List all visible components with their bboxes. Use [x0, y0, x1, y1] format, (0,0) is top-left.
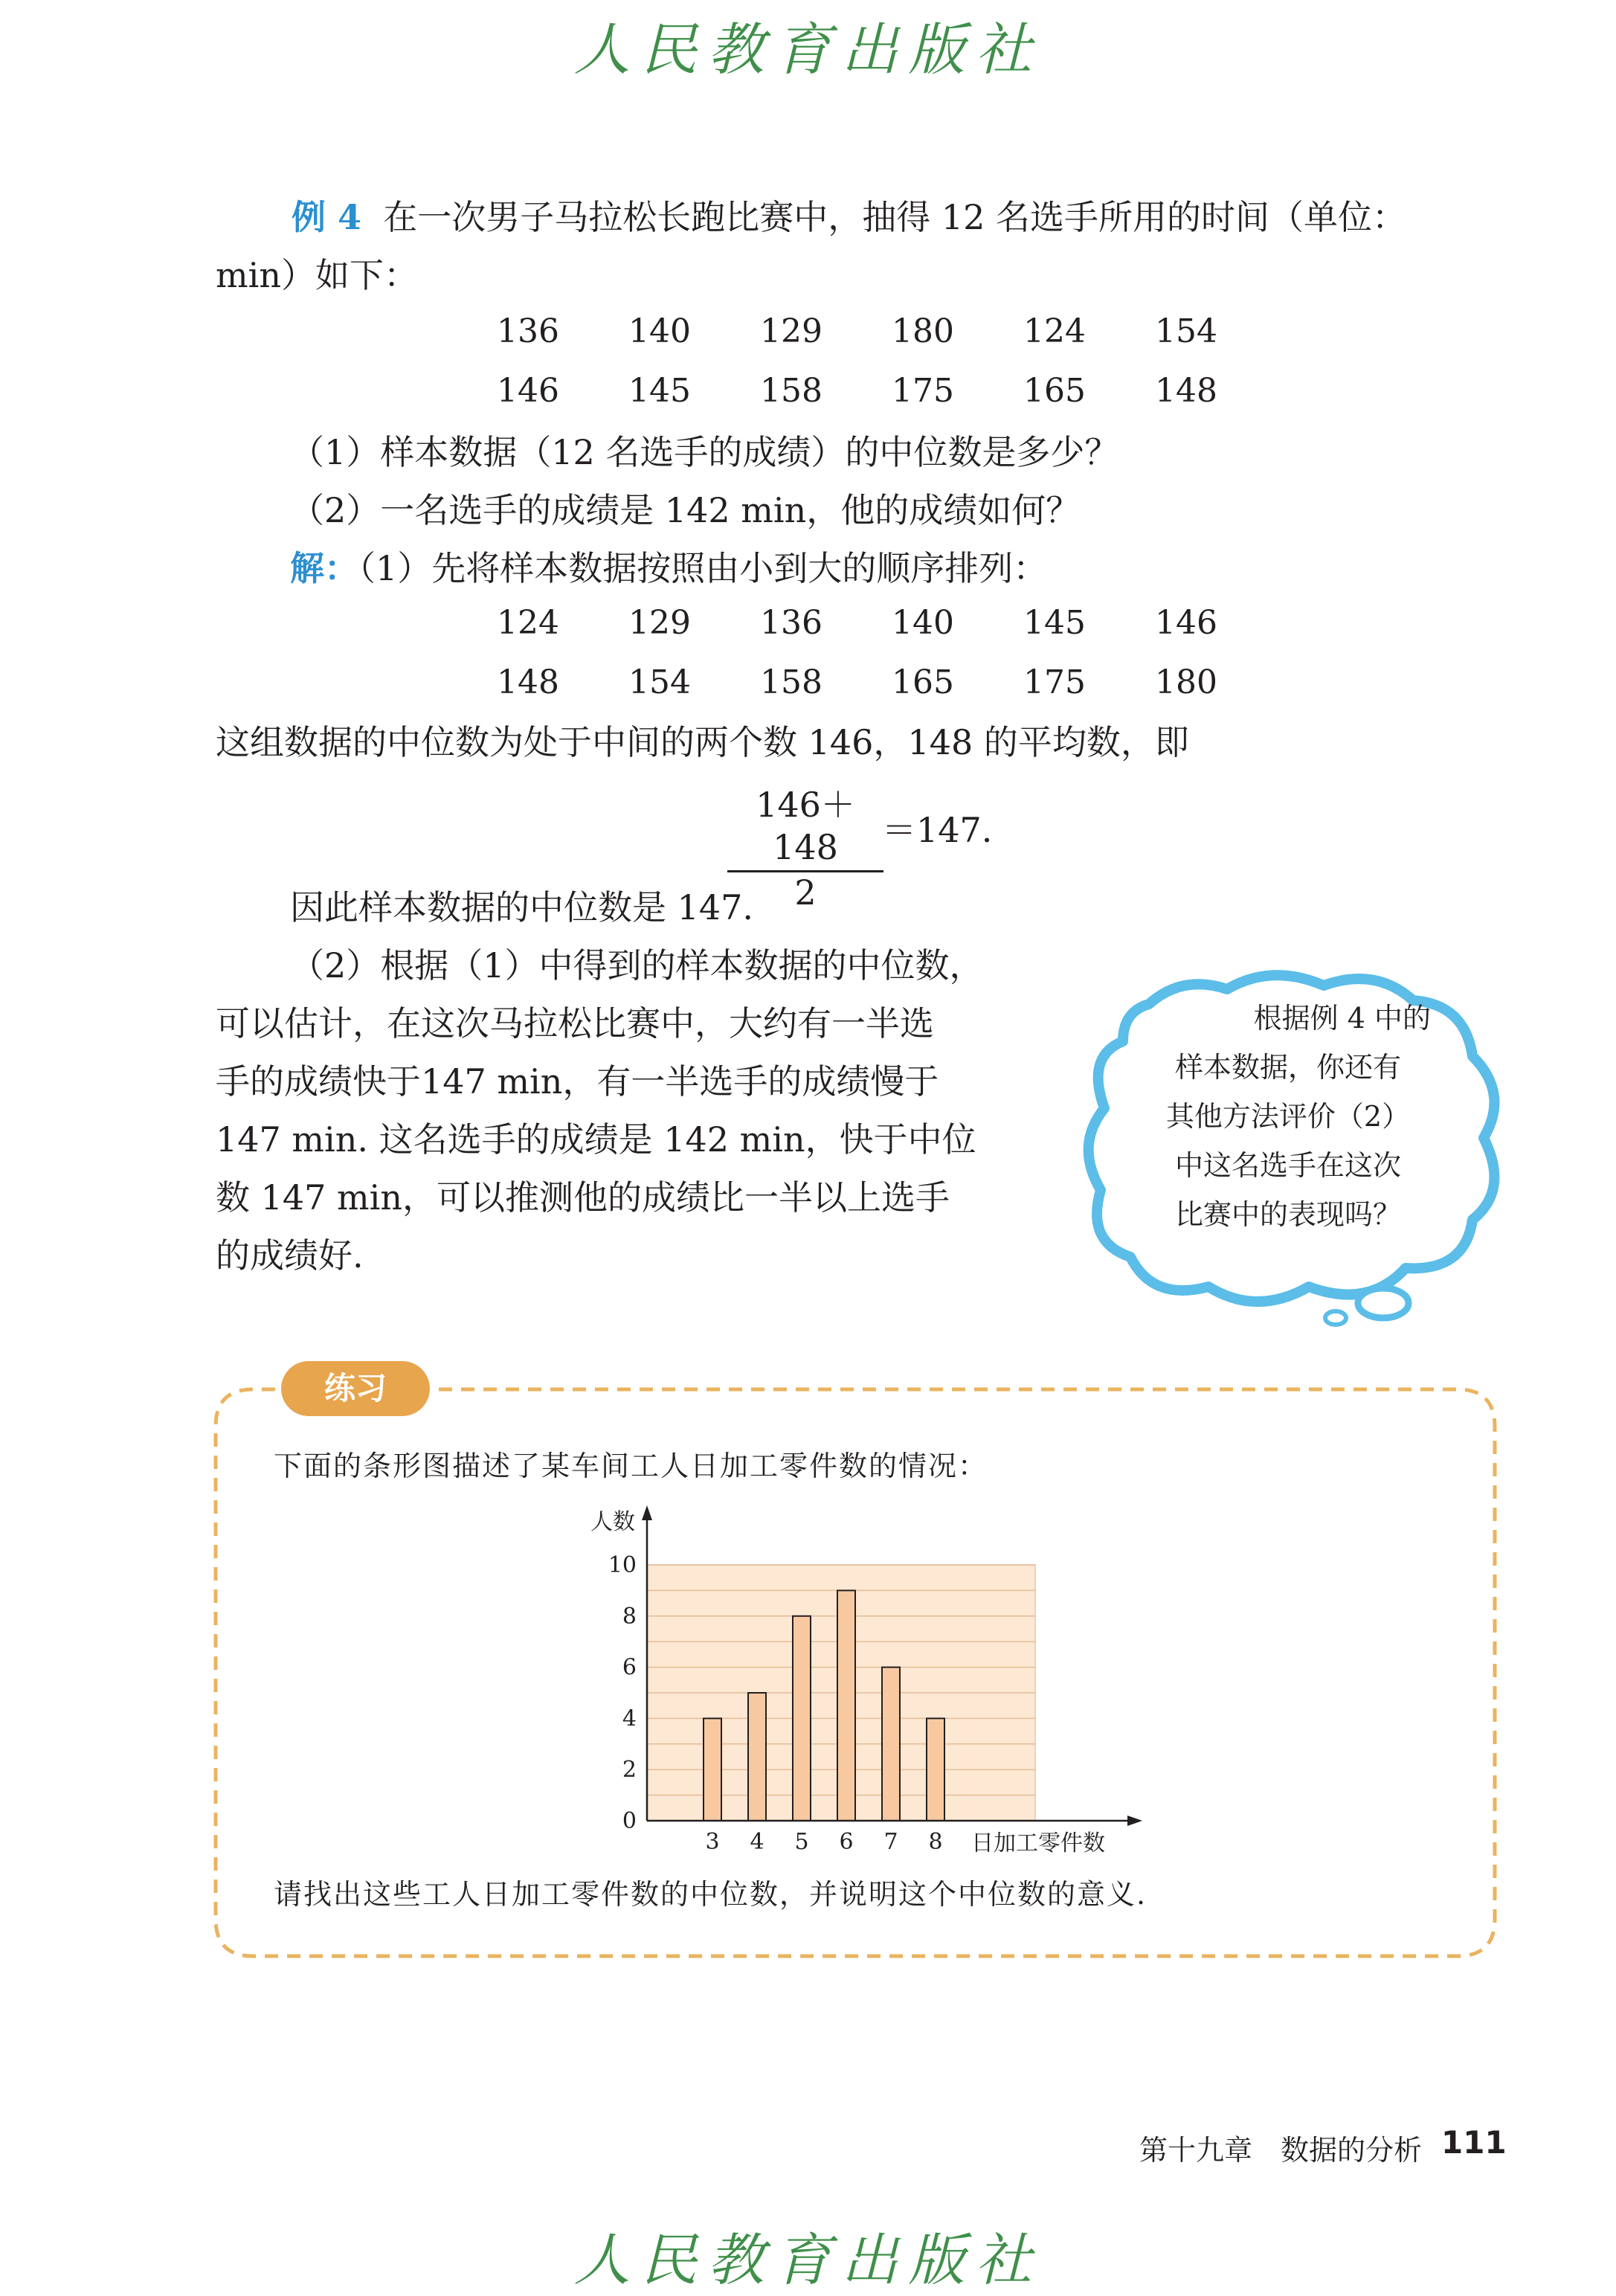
x-tick-label: 3 [705, 1829, 720, 1855]
publisher-logo-top: 人民教育出版社 [573, 16, 1043, 83]
data-cell: 145 [1023, 604, 1086, 642]
solution-step1 [290, 546, 1047, 591]
cloud-line: 样本数据，你还有 [1174, 1051, 1401, 1084]
exercise-badge: 练习 [281, 1361, 430, 1416]
data-cell: 158 [760, 372, 823, 410]
y-tick-label: 0 [622, 1808, 637, 1834]
bar-7 [882, 1668, 900, 1821]
cloud-line: 其他方法评价（2） [1165, 1100, 1411, 1133]
solution-step1-text: （1）先将样本数据按照由小到大的顺序排列： [358, 548, 1048, 588]
cloud-line: 中这名选手在这次 [1174, 1149, 1401, 1182]
data-cell: 165 [892, 663, 954, 701]
part2-line: 手的成绩快于147 min，有一半选手的成绩慢于 [216, 1061, 939, 1102]
bar-4 [748, 1693, 766, 1821]
median-sentence: 这组数据的中位数为处于中间的两个数 146，148 的平均数，即 [216, 722, 1189, 762]
bar-chart [565, 1502, 1160, 1889]
data-cell: 180 [1155, 663, 1217, 701]
page-number: 111 [1441, 2124, 1507, 2161]
publisher-logo-bottom: 人民教育出版社 [573, 2227, 1043, 2293]
y-tick-label: 4 [622, 1705, 637, 1732]
y-tick-label: 2 [622, 1757, 637, 1784]
exercise-intro: 下面的条形图描述了某车间工人日加工零件数的情况： [274, 1450, 988, 1482]
data-row-2 [497, 372, 1287, 410]
example-intro-text: 在一次男子马拉松长跑比赛中，抽得 12 名选手所用的时间（单位： [383, 197, 1407, 237]
cloud-line: 比赛中的表现吗？ [1174, 1198, 1401, 1231]
data-cell: 175 [892, 372, 954, 410]
footer-chapter: 第十九章 数据的分析 [1139, 2134, 1423, 2167]
y-tick-labels [608, 1552, 637, 1834]
example-intro-line1 [292, 195, 1406, 239]
solution-label: 解： [290, 548, 358, 588]
data-cell: 148 [1155, 372, 1217, 410]
y-axis-arrow-icon [642, 1505, 652, 1520]
bar-5 [793, 1616, 811, 1821]
data-cell: 124 [497, 604, 559, 642]
x-tick-label: 7 [883, 1829, 898, 1855]
data-cell: 165 [1023, 372, 1086, 410]
y-tick-label: 8 [622, 1603, 637, 1630]
conclusion: 因此样本数据的中位数是 147. [290, 887, 754, 927]
fraction-denominator: 2 [794, 872, 817, 913]
data-cell: 180 [892, 312, 954, 350]
data-cell: 154 [1155, 312, 1217, 350]
data-cell: 140 [628, 312, 691, 350]
data-cell: 158 [760, 663, 823, 701]
part2-line: 的成绩好. [216, 1235, 364, 1276]
bar-8 [927, 1718, 944, 1821]
x-tick-label: 6 [839, 1829, 854, 1855]
question-1: （1）样本数据（12 名选手的成绩）的中位数是多少？ [290, 432, 1119, 472]
bar-6 [837, 1590, 855, 1821]
y-tick-label: 6 [622, 1654, 637, 1681]
data-cell: 129 [628, 604, 691, 642]
y-tick-label: 10 [608, 1552, 637, 1578]
data-row-1 [497, 312, 1287, 350]
data-cell: 140 [892, 604, 954, 642]
data-cell: 136 [497, 312, 559, 350]
part2-line: （2）根据（1）中得到的样本数据的中位数， [290, 945, 984, 985]
data-cell: 129 [760, 312, 823, 350]
x-tick-label: 4 [750, 1829, 764, 1855]
question-2: （2）一名选手的成绩是 142 min，他的成绩如何？ [290, 490, 1081, 530]
part2-line: 数 147 min，可以推测他的成绩比一半以上选手 [216, 1177, 950, 1218]
sorted-row-2 [497, 663, 1287, 701]
cloud-line: 根据例 4 中的 [1253, 1002, 1431, 1035]
exercise-question: 请找出这些工人日加工零件数的中位数，并说明这个中位数的意义. [274, 1878, 1147, 1911]
example-intro-line2: min）如下： [216, 255, 418, 295]
part2-line: 可以估计，在这次马拉松比赛中，大约有一半选 [216, 1003, 934, 1044]
x-tick-label: 8 [928, 1829, 943, 1855]
data-cell: 148 [497, 663, 559, 701]
x-axis-label: 日加工零件数 [971, 1830, 1105, 1856]
example-label: 例 4 [292, 197, 362, 237]
x-axis-arrow-icon [1127, 1816, 1142, 1826]
data-cell: 175 [1023, 663, 1086, 701]
x-tick-labels [705, 1829, 942, 1855]
bar-3 [704, 1718, 721, 1821]
data-cell: 136 [760, 604, 823, 642]
x-tick-label: 5 [794, 1829, 809, 1855]
data-cell: 146 [1155, 604, 1217, 642]
fraction-numerator: 146＋148 [756, 785, 855, 867]
data-cell: 124 [1023, 312, 1086, 350]
y-axis-label: 人数 [590, 1509, 635, 1535]
fraction-result: ＝147. [882, 810, 993, 850]
data-cell: 146 [497, 372, 559, 410]
cloud-text [1132, 994, 1444, 1239]
data-cell: 145 [628, 372, 691, 410]
data-cell: 154 [628, 663, 691, 701]
sorted-row-1 [497, 604, 1287, 642]
part2-line: 147 min. 这名选手的成绩是 142 min，快于中位 [216, 1119, 976, 1160]
